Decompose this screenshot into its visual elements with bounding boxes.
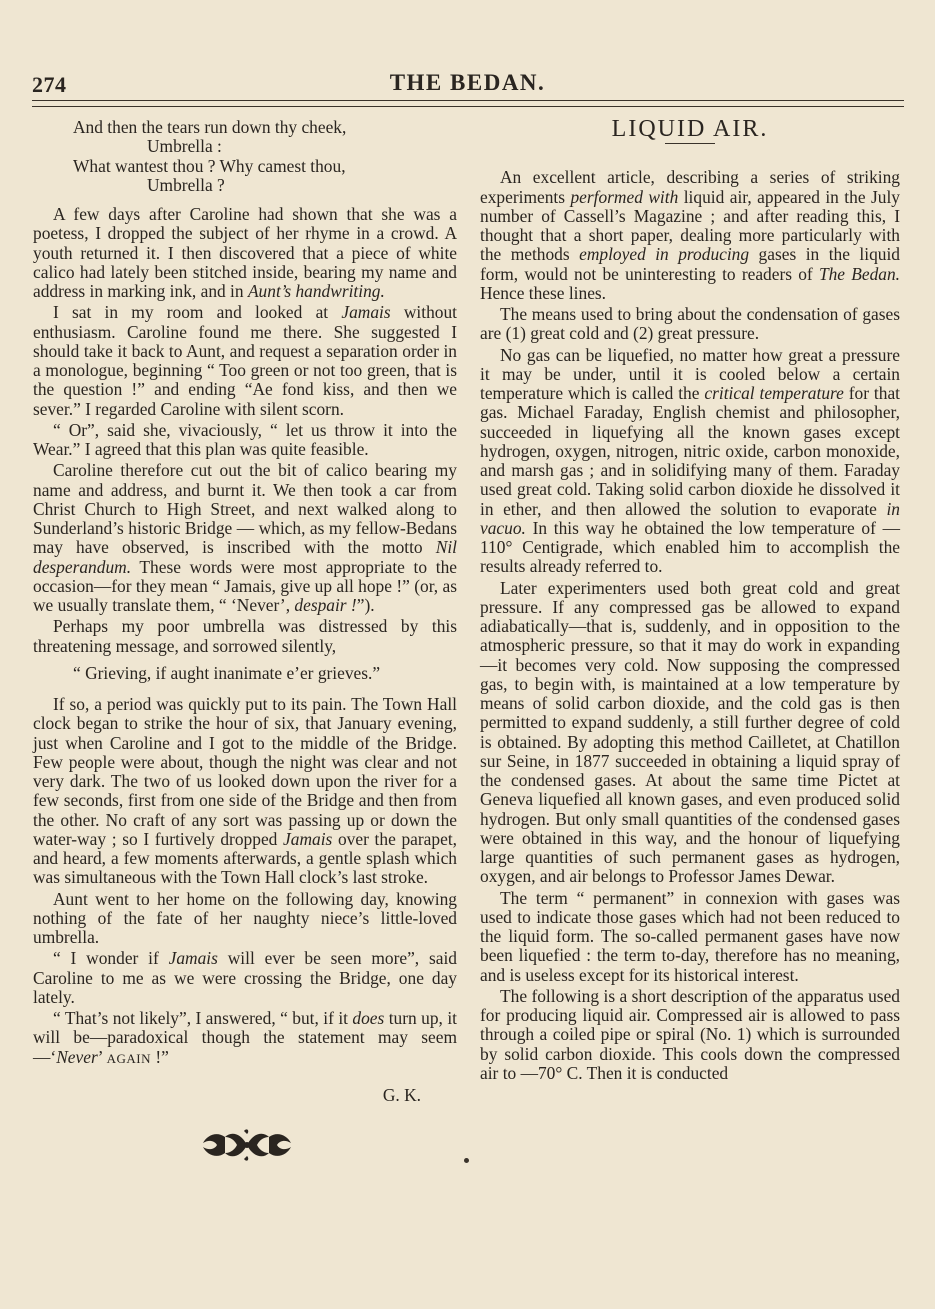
header-rule-bottom	[32, 106, 904, 107]
paragraph: Caroline therefore cut out the bit of calico bearing my name and address, and burnt it. We then took a car from Christ Church to High Street, and next walked along to Sunderland’s historic Bridge — which, as my fellow-Bedans may have observed, is inscribed with the motto Nil desperandum. These words were most appropriate to the occasion—for they mean “ Jamais, give up all hope !” (or, as we usually translate them, “ ‘Never’, despair !”).	[33, 460, 457, 615]
paragraph: I sat in my room and looked at Jamais without enthusiasm. Caroline found me there. She suggested I should take it back to Aunt, and request a separation order in a monologue, beginning “ Too green or not too green, that is the question !” and ending “Ae fond kiss, and then we sever.” I regarded Caroline with silent scorn.	[33, 302, 457, 419]
page-header	[0, 64, 935, 104]
left-column	[33, 118, 457, 1169]
verse-line: Umbrella ?	[147, 174, 225, 195]
paragraph: The following is a short description of the apparatus used for producing liquid air. Compressed air is allowed to pass through a coiled pipe or spiral (No. 1) which is surrounded by solid carbon dioxide. This cools down the compressed air to —70° C. Then it is conducted	[480, 985, 900, 1083]
paragraph: Aunt went to her home on the following day, knowing nothing of the fate of her naughty niece’s little-loved umbrella.	[33, 888, 457, 947]
paragraph: If so, a period was quickly put to its pain. The Town Hall clock began to strike the hour of six, that January evening, just when Caroline and I got to the middle of the Bridge. Few people were about, though the night was clear and not very dark. The two of us looked down upon the river for a few seconds, first from one side of the Bridge and then from the other. No craft of any sort was passing up or down the water-way ; so I furtively dropped Jamais over the parapet, and heard, a few moments afterwards, a gentle splash which was simultaneous with the Town Hall clock’s last stroke.	[33, 694, 457, 888]
paragraph: The term “ permanent” in connexion with gases was used to indicate those gases which had not been reduced to the liquid form. The so-called permanent gases have now been liquefied : the term to-day, therefore has no meaning, and is useless except for its historical interest.	[480, 887, 900, 985]
paragraph: “ That’s not likely”, I answered, “ but, if it does turn up, it will be—paradoxical though the statement may seem—‘Never’ AGAIN !”	[33, 1008, 457, 1067]
paragraph: The means used to bring about the condensation of gases are (1) great cold and (2) great pressure.	[480, 304, 900, 344]
article-title: LIQUID AIR.	[611, 116, 769, 142]
paragraph: An excellent article, describing a series of striking experiments performed with liquid air, appeared in the July number of Cassell’s Magazine ; and after reading this, I thought that a short paper, dealing more particularly with the methods employed in producing gases in the liquid form, would not be uninteresting to readers of The Bedan. Hence these lines.	[480, 167, 901, 303]
author-signature: G. K.	[382, 1084, 421, 1105]
page-number: 274	[32, 72, 67, 97]
running-title: THE BEDAN.	[389, 70, 546, 95]
title-rule	[665, 143, 715, 144]
paragraph: Later experimenters used both great cold and great pressure. If any compressed gas be allowed to expand adiabatically—that is, suddenly, and in opposition to the atmospheric pressure, so that it may do work in expanding—it becomes very cold. Now supposing the compressed gas, to begin with, is maintained at a low temperature by means of solid carbon dioxide, and the cold gas is then permitted to expand suddenly, a still further degree of cold is obtained. By adopting this method Cailletet, at Chatillon sur Seine, in 1877 succeeded in obtaining a liquid spray of the condensed gases. At about the same time Pictet at Geneva liquefied all known gases, and even produced solid hydrogen. But only small quantities of the condensed gases were obtained in this way, and the honour of liquefying large quantities of such permanent gases as hydrogen, oxygen, and air belongs to Professor James Dewar.	[480, 577, 900, 887]
paragraph: “ Or”, said she, vivaciously, “ let us throw it into the Wear.” I agreed that this plan was quite feasible.	[33, 419, 457, 459]
margin-mark	[464, 1158, 469, 1163]
quoted-line: “ Grieving, if aught inanimate e’er grieves.”	[73, 662, 381, 683]
verse-line: Umbrella :	[147, 136, 222, 157]
verse-line: And then the tears run down thy cheek,	[73, 117, 347, 137]
paragraph: “ I wonder if Jamais will ever be seen more”, said Caroline to me as we were crossing the Bridge, one day lately.	[33, 948, 457, 1007]
paragraph: A few days after Caroline had shown that she was a poetess, I dropped the subject of her rhyme in a crowd. A youth returned it. I then discovered that a piece of white calico had lately been stitched inside, bearing my name and address in marking ink, and in Aunt’s handwriting.	[33, 204, 457, 301]
paragraph: Perhaps my poor umbrella was distressed by this threatening message, and sorrowed silently,	[33, 616, 457, 656]
header-rule-top	[32, 100, 904, 101]
verse-stanza	[73, 118, 457, 195]
floral-ornament-icon	[197, 1125, 297, 1165]
paragraph: No gas can be liquefied, no matter how great a pressure it may be under, until it is cooled below a certain temperature which is called the critical temperature for that gas. Michael Faraday, English chemist and philosopher, succeeded in liquefying all the known gases except hydrogen, oxygen, nitrogen, nitric oxide, carbon monoxide, and marsh gas ; and in solidifying many of them. Faraday used great cold. Taking solid carbon dioxide he dissolved it in ether, and then allowed the solution to evaporate in vacuo. In this way he obtained the low temperature of —110° Centigrade, which enabled him to accomplish the results already referred to.	[480, 344, 900, 577]
right-column	[480, 118, 900, 1085]
verse-line: What wantest thou ? Why camest thou,	[73, 155, 346, 176]
